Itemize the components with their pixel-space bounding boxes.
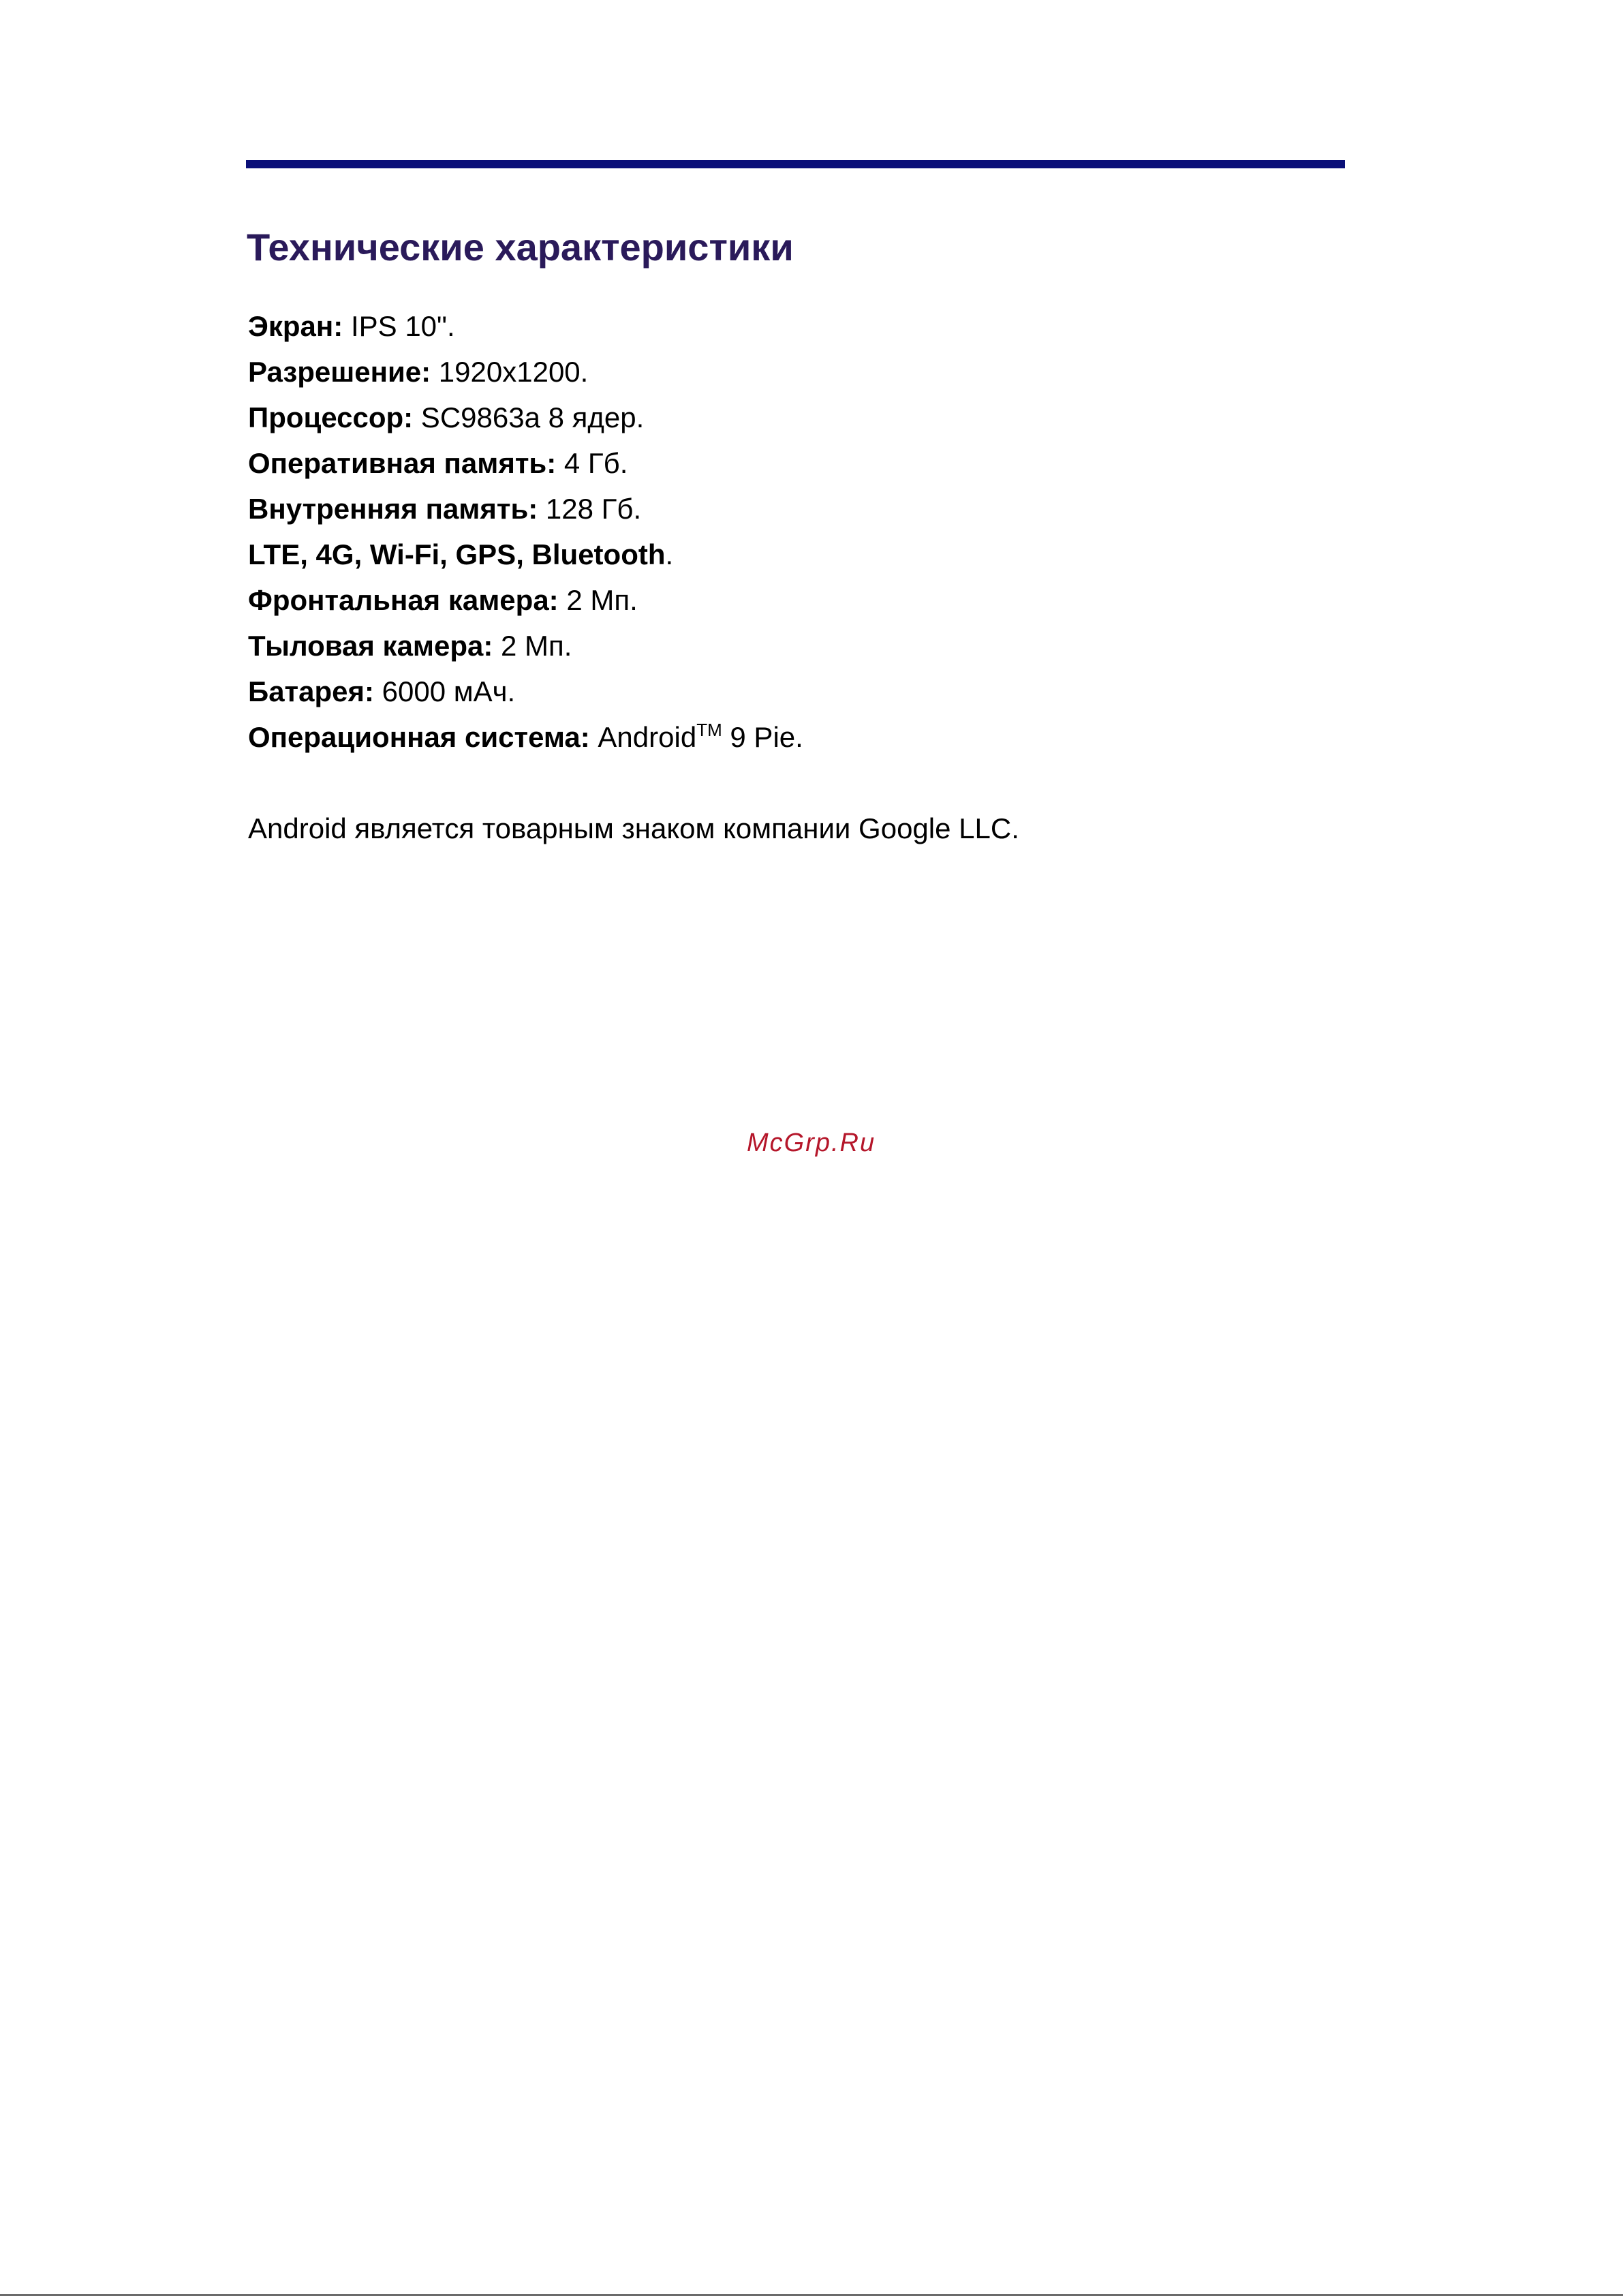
spec-value: 1920x1200. (431, 356, 589, 388)
spec-label: Экран: (248, 310, 343, 342)
spec-row-os (248, 714, 803, 760)
spec-label: LTE, 4G, Wi-Fi, GPS, Bluetooth (248, 538, 666, 570)
spec-value: 6000 мАч. (373, 675, 516, 707)
spec-row-front-camera (248, 577, 803, 623)
spec-value: . (665, 538, 674, 570)
spec-row-rear-camera (248, 623, 803, 669)
spec-label: Тыловая камера: (248, 630, 493, 662)
spec-value: SC9863a 8 ядер. (413, 401, 645, 433)
spec-row-storage (248, 486, 803, 532)
spec-list (248, 303, 803, 760)
spec-value: 128 Гб. (538, 493, 642, 525)
spec-value: Android (589, 721, 697, 753)
spec-label: Фронтальная камера: (248, 584, 559, 616)
spec-label: Разрешение: (248, 356, 431, 388)
spec-label: Процессор: (248, 401, 414, 433)
spec-value: 2 Мп. (493, 630, 572, 662)
spec-value: 2 Мп. (558, 584, 638, 616)
spec-value-suffix: 9 Pie. (722, 721, 803, 753)
spec-label: Оперативная память: (248, 447, 557, 479)
spec-label: Внутренняя память: (248, 493, 538, 525)
spec-row-screen (248, 303, 803, 349)
spec-row-processor (248, 395, 803, 440)
spec-row-connectivity (248, 532, 803, 577)
trademark-note: Android является товарным знаком компании Google LLC. (248, 812, 1019, 844)
spec-row-ram (248, 440, 803, 486)
watermark: McGrp.Ru (747, 1129, 876, 1157)
spec-value: 4 Гб. (556, 447, 628, 479)
spec-row-battery (248, 669, 803, 714)
top-rule (246, 160, 1345, 168)
page-title: Технические характеристики (247, 226, 794, 269)
spec-label: Батарея: (248, 675, 374, 707)
spec-label: Операционная система: (248, 721, 590, 753)
spec-row-resolution (248, 349, 803, 395)
spec-value: IPS 10". (343, 310, 455, 342)
trademark-superscript: TM (696, 720, 722, 740)
